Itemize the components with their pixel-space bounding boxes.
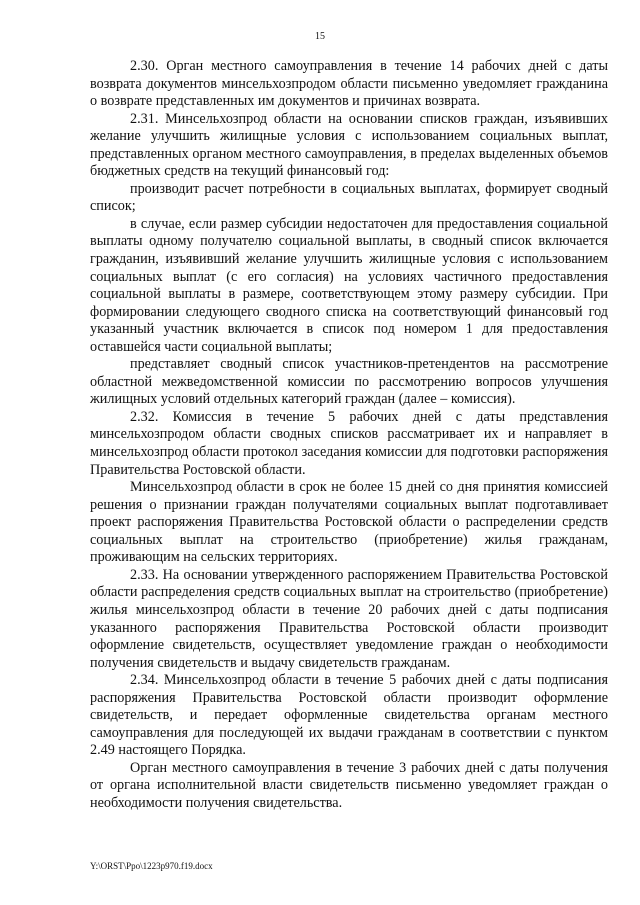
paragraph-local-notification: Орган местного самоуправления в течение 3 рабочих дней с даты получения от органа исполнительной власти свидетельств письменно уведомляет граждан о необходимости получения свидетельства. — [90, 759, 608, 811]
page-number: 15 — [315, 31, 325, 42]
paragraph-calculation: производит расчет потребности в социальных выплатах, формирует сводный список; — [90, 180, 608, 215]
paragraph-2-34: 2.34. Минсельхозпрод области в течение 5 рабочих дней с даты подписания распоряжения Правительства Ростовской области производит оформление свидетельств, и передает оформленные свидетельства органам местного самоуправления для последующей их выдачи гражданам в соответствии с пунктом 2.49 настоящего Порядка. — [90, 672, 608, 759]
paragraph-commission-submission: представляет сводный список участников-претендентов на рассмотрение областной межведомственной комиссии по рассмотрению вопросов улучшения жилищных условий отдельных категорий граждан (далее – комиссия). — [90, 356, 608, 408]
paragraph-2-33: 2.33. На основании утвержденного распоряжением Правительства Ростовской области распределения средств социальных выплат на строительство (приобретение) жилья минсельхозпрод области в течение 20 рабочих дней с даты подписания указанного распоряжения Правительства Ростовской области производит оформление свидетельств, осуществляет уведомление граждан о необходимости получения свидетельств и выдачу свидетельств гражданам. — [90, 566, 608, 671]
paragraph-2-30: 2.30. Орган местного самоуправления в течение 14 рабочих дней с даты возврата документов минсельхозпродом области письменно уведомляет гражданина о возврате представленных им документов и причинах возврата. — [90, 58, 608, 110]
paragraph-2-32: 2.32. Комиссия в течение 5 рабочих дней с даты представления минсельхозпродом области сводных списков рассматривает их и направляет в минсельхозпрод области протокол заседания комиссии для подготовки распоряжения Правительства Ростовской области. — [90, 408, 608, 478]
footer-file-path: Y:\ORST\Ppo\1223p970.f19.docx — [90, 861, 213, 871]
document-body — [90, 58, 608, 813]
paragraph-2-31: 2.31. Минсельхозпрод области на основании списков граждан, изъявивших желание улучшить жилищные условия с использованием социальных выплат, представленных органом местного самоуправления, в пределах выделенных объемов бюджетных средств на текущий финансовый год: — [90, 110, 608, 180]
paragraph-partial-payment: в случае, если размер субсидии недостаточен для предоставления социальной выплаты одному получателю социальной выплаты, в сводный список включается гражданин, изъявивший желание улучшить жилищные условия с использованием социальных выплат (с его согласия) на условиях частичного предоставления социальной выплаты в размере, соответствующем этому размеру субсидии. При формировании следующего сводного списка на соответствующий финансовый год указанный участник включается в список под номером 1 для предоставления оставшейся части социальной выплаты; — [90, 215, 608, 355]
paragraph-draft-order: Минсельхозпрод области в срок не более 15 дней со дня принятия комиссией решения о признании граждан получателями социальных выплат подготавливает проект распоряжения Правительства Ростовской области о распределении средств социальных выплат на строительство (приобретение) жилья гражданам, проживающим на сельских территориях. — [90, 479, 608, 566]
